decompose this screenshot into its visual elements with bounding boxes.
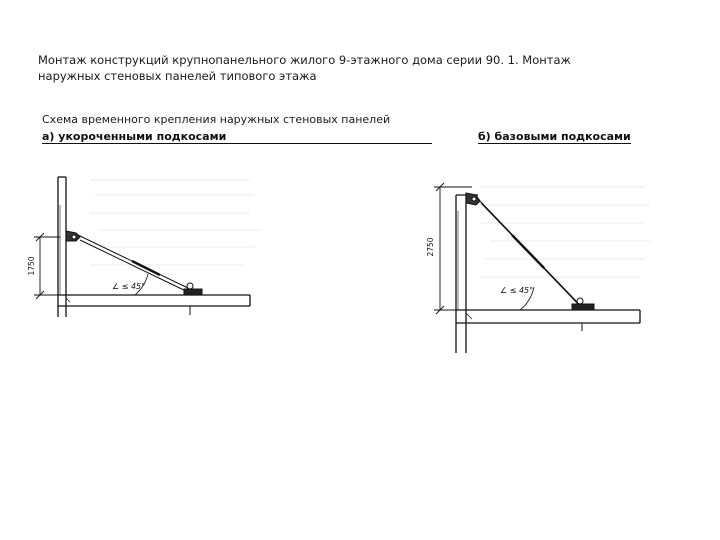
background-shading [90,180,260,265]
floor-slab [58,295,250,306]
variant-b-label: б) базовыми подкосами [478,130,631,143]
slide-title: Монтаж конструкций крупнопанельного жилого 9-этажного дома серии 90. 1. Монтаж наружных стеновых панелей типового этажа [38,53,571,83]
lower-anchor [572,298,594,331]
angle-label: ∠ ≤ 45° [112,282,146,291]
floor-slab [456,310,640,323]
background-shading [480,187,650,277]
upper-clamp [66,231,80,241]
dimension-value: 1750 [27,256,36,276]
angle-label: ∠ ≤ 45° [500,286,534,295]
scheme-caption: Схема временного крепления наружных стеновых панелей [42,113,391,126]
drawing-base-braces-svg [420,175,660,360]
dimension-line [34,233,60,299]
wall-panel [58,177,66,317]
drawing-short-braces-svg [20,165,270,330]
wall-panel [456,195,478,353]
dimension-value: 2750 [426,237,435,257]
variant-a-label: а) укороченными подкосами [42,130,432,144]
drawing-short-braces [20,165,270,330]
drawing-base-braces [420,175,660,360]
